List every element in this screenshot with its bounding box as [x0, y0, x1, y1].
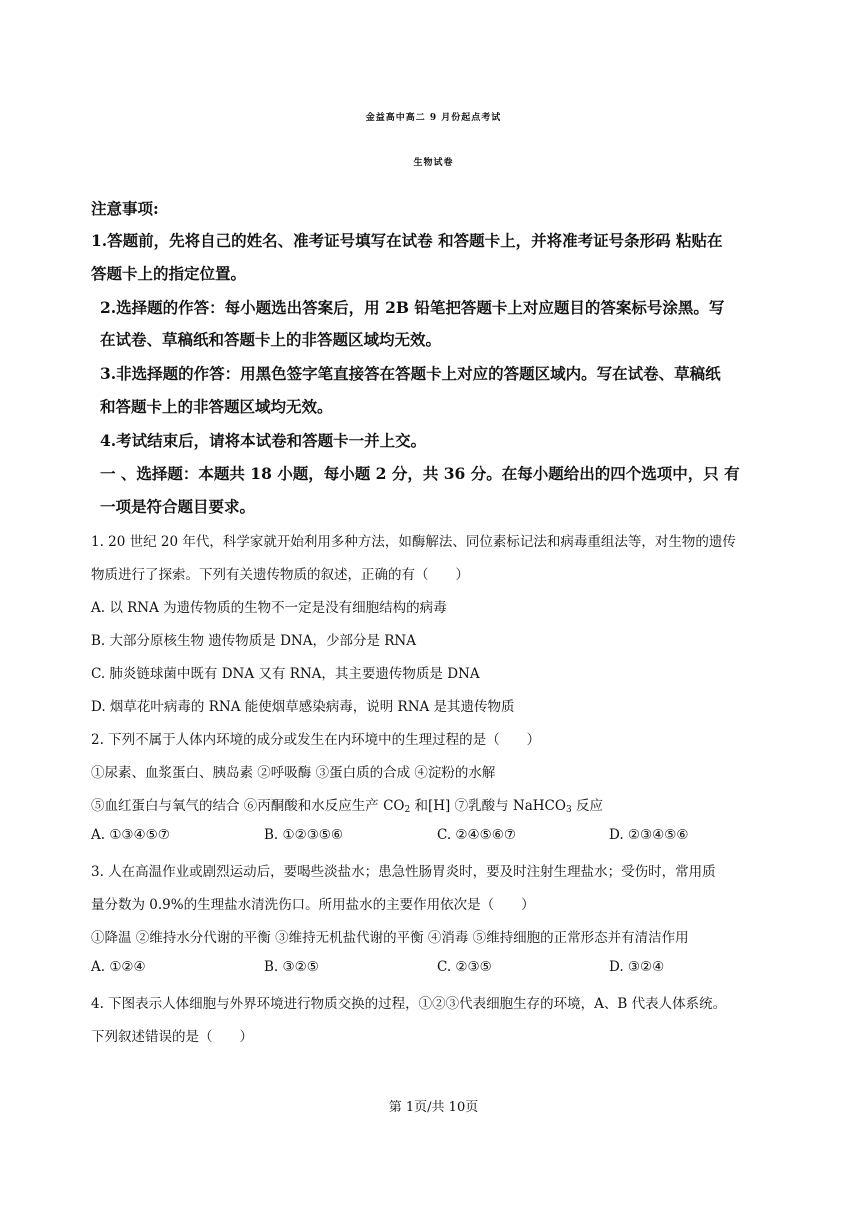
question-2-items: ⑤血红蛋白与氧气的结合 ⑥丙酮酸和水反应生产 $CO_2$ 和[H] ⑦乳酸与 NaHCO$_3$ 反应 — [91, 798, 603, 815]
question-1-option-c: C. 肺炎链球菌中既有 DNA 又有 RNA，其主要遗传物质是 DNA — [91, 666, 480, 682]
question-3-items: ①降温 ②维持水分代谢的平衡 ③维持无机盐代谢的平衡 ④消毒 ⑤维持细胞的正常形态并有清洁作用 — [91, 930, 689, 946]
question-4-stem: 4. 下图表示人体细胞与外界环境进行物质交换的过程，①②③代表细胞生存的环境，A、B 代表人体系统。 — [91, 996, 727, 1012]
exam-subtitle: 生物试卷 — [413, 158, 454, 168]
question-3-stem: 量分数为 0.9%的生理盐水清洗伤口。所用盐水的主要作用依次是（ ） — [91, 897, 535, 913]
page-number: 第 1页/共 10页 — [388, 1100, 479, 1115]
question-3-option-b: B. ③②⑤ — [264, 959, 319, 975]
question-1-stem: 物质进行了探索。下列有关遗传物质的叙述，正确的有（ ） — [91, 567, 469, 583]
notice-line: 和答题卡上的非答题区域均无效。 — [100, 397, 333, 416]
question-2-items: ①尿素、血浆蛋白、胰岛素 ②呼吸酶 ③蛋白质的合成 ④淀粉的水解 — [91, 765, 496, 781]
notice-line: 答题卡上的指定位置。 — [91, 264, 247, 283]
question-2-option-c: C. ②④⑤⑥⑦ — [437, 827, 516, 843]
question-2-stem: 2. 下列不属于人体内环境的成分或发生在内环境中的生理过程的是（ ） — [91, 732, 541, 748]
notice-heading: 注意事项: — [91, 199, 159, 218]
notice-line: 1.答题前，先将自己的姓名、准考证号填写在试卷 和答题卡上，并将准考证号条形码 粘贴在 — [91, 231, 723, 250]
question-1-stem: 1. 20 世纪 20 年代，科学家就开始利用多种方法，如酶解法、同位素标记法和病毒重组法等，对生物的遗传 — [91, 534, 736, 550]
question-1-option-b: B. 大部分原核生物 遗传物质是 DNA，少部分是 RNA — [91, 633, 416, 649]
notice-line: 4.考试结束后，请将本试卷和答题卡一并上交。 — [100, 431, 427, 450]
question-3-option-d: D. ③②④ — [609, 959, 665, 975]
exam-title: 金益高中高二 9 月份起点考试 — [365, 113, 502, 123]
question-4-stem: 下列叙述错误的是（ ） — [91, 1029, 253, 1045]
question-1-option-d: D. 烟草花叶病毒的 RNA 能使烟草感染病毒，说明 RNA 是其遗传物质 — [91, 699, 515, 715]
section-heading: 一 、选择题：本题共 18 小题，每小题 2 分，共 36 分。在每小题给出的四个选项中，只 有 — [100, 464, 740, 483]
question-2-option-d: D. ②③④⑤⑥ — [609, 827, 689, 843]
notice-line: 3.非选择题的作答：用黑色签字笔直接答在答题卡上对应的答题区域内。写在试卷、草稿纸 — [100, 364, 721, 383]
question-2-option-b: B. ①②③⑤⑥ — [264, 827, 344, 843]
question-3-stem: 3. 人在高温作业或剧烈运动后，要喝些淡盐水；患急性肠胃炎时，要及时注射生理盐水；受伤时，常用质 — [91, 864, 716, 880]
notice-line: 在试卷、草稿纸和答题卡上的非答题区域均无效。 — [100, 330, 442, 349]
question-3-option-c: C. ②③⑤ — [437, 959, 492, 975]
section-heading: 一项是符合题目要求。 — [100, 497, 256, 516]
notice-line: 2.选择题的作答：每小题选出答案后，用 2B 铅笔把答题卡上对应题目的答案标号涂黑。写 — [100, 298, 725, 317]
question-1-option-a: A. 以 RNA 为遗传物质的生物不一定是没有细胞结构的病毒 — [91, 600, 447, 616]
question-3-option-a: A. ①②④ — [91, 959, 146, 975]
question-2-option-a: A. ①③④⑤⑦ — [91, 827, 170, 843]
